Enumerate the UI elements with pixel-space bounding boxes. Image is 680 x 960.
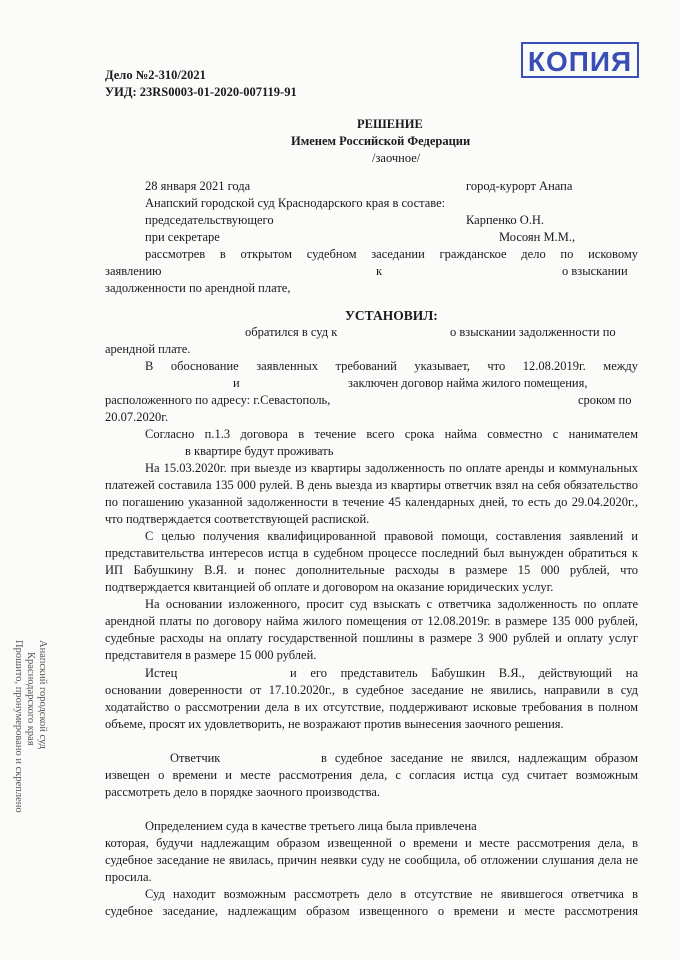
binding-stamp-line-3: Прошито, пронумеровано и скреплено (13, 640, 24, 813)
binding-stamp (13, 640, 48, 870)
judge-role: председательствующего (145, 213, 274, 227)
judge-name: Карпенко О.Н. (466, 213, 545, 227)
considered-line-1: рассмотрев в открытом судебном заседании гражданское дело по исковому (145, 247, 638, 261)
binding-stamp-line-2: Краснодарского края (25, 652, 36, 746)
body-block-3 (105, 767, 638, 801)
p1-part-b: о взыскании задолженности по (450, 325, 616, 339)
in-name-line: Именем Российской Федерации (291, 134, 471, 148)
considered-line-2b: к (376, 264, 383, 278)
case-number: Дело №2-310/2021 (105, 68, 206, 82)
paragraph-7-cont: основании доверенности от 17.10.2020г., в судебное заседание не явились, направили в суд ходатайство о рассмотрении дела в их отсутствие, поддерживают исковые требования в полном объеме, просят их удовлетворить, не возражают против вынесения заочного решения. (105, 683, 638, 731)
decision-type: /заочное/ (372, 151, 421, 165)
p9-part-a: Определением суда в качестве третьего лица была привлечена (145, 819, 477, 833)
p2-part-e: сроком по (578, 393, 632, 407)
p7-part-b: и его представитель Бабушкин В.Я., действующий на (290, 666, 638, 680)
p8-part-b: в судебное заседание не явился, надлежащим образом (321, 751, 638, 765)
copy-stamp: КОПИЯ (521, 42, 639, 78)
p8-part-a: Ответчик (170, 751, 221, 765)
paragraph-6: На основании изложенного, просит суд взыскать с ответчика задолженность по оплате арендной платы по договору найма жилого помещения от 12.08.2019г. в размере 135 000 рублей, судебные расходы на оплату государственной пошлины в размере 3 900 рублей и оплату услуг представителя в размере 15 000 рублей. (105, 597, 638, 662)
established-heading: УСТАНОВИЛ: (345, 308, 438, 323)
paragraph-4: На 15.03.2020г. при выезде из квартиры задолженность по оплате аренды и коммунальных платежей составила 135 000 рулей. В день выезда из квартиры ответчик взял на себя обязательство по погашению указанной задолженности в течение 45 календарных дней, то есть до 29.04.2020г., что подтверждается соответствующей распиской. (105, 461, 638, 526)
p2-part-b: и (233, 376, 240, 390)
secretary-name: Мосоян М.М., (499, 230, 576, 244)
body-block-1 (105, 460, 638, 664)
p1-part-c: арендной плате. (105, 342, 191, 356)
p1-part-a: обратился в суд к (245, 325, 338, 339)
binding-stamp-line-1: Анапский городской суд (37, 640, 48, 749)
decision-title: РЕШЕНИЕ (357, 117, 423, 131)
body-block-4 (105, 835, 638, 920)
p2-part-a: В обоснование заявленных требований указывает, что 12.08.2019г. между (145, 359, 638, 373)
p3-part-b: в квартире будут проживать (185, 444, 334, 458)
case-uid: УИД: 23RS0003-01-2020-007119-91 (105, 85, 297, 99)
considered-line-3: задолженности по арендной плате, (105, 281, 291, 295)
decision-city: город-курорт Анапа (466, 179, 573, 193)
court-line: Анапский городской суд Краснодарского края в составе: (145, 196, 446, 210)
considered-line-2a: заявлению (105, 264, 162, 278)
paragraph-8-cont: извещен о времени и месте рассмотрения дела, с согласия истца суд считает возможным рассмотреть дело в порядке заочного производства. (105, 768, 638, 799)
p7-part-a: Истец (145, 666, 178, 680)
p3-part-a: Согласно п.1.3 договора в течение всего срока найма совместно с нанимателем (145, 427, 638, 441)
decision-date: 28 января 2021 года (145, 179, 251, 193)
paragraph-9-cont: которая, будучи надлежащим образом извещенной о времени и месте рассмотрения дела, в судебное заседание не явилась, причин неявки суду не сообщила, об отложении слушания дела не просила. (105, 836, 638, 884)
p2-part-f: 20.07.2020г. (105, 410, 169, 424)
p2-part-c: заключен договор найма жилого помещения, (348, 376, 588, 390)
p2-part-d: расположенного по адресу: г.Севастополь, (105, 393, 331, 407)
body-block-2 (105, 682, 638, 733)
paragraph-10: Суд находит возможным рассмотреть дело в отсутствие не явившегося ответчика в судебное заседание, надлежащим образом извещенного о времени и месте рассмотрения (105, 887, 638, 918)
paragraph-5: С целью получения квалифицированной правовой помощи, составления заявлений и представительства интересов истца в судебном процессе последний был вынужден обратиться к ИП Бабушкину В.Я. и понес дополнительные расходы в размере 15 000 рублей, что подтверждается квитанцией об оплате и договором на оказание юридических услуг. (105, 529, 638, 594)
considered-line-2c: о взыскании (562, 264, 628, 278)
secretary-role: при секретаре (145, 230, 220, 244)
